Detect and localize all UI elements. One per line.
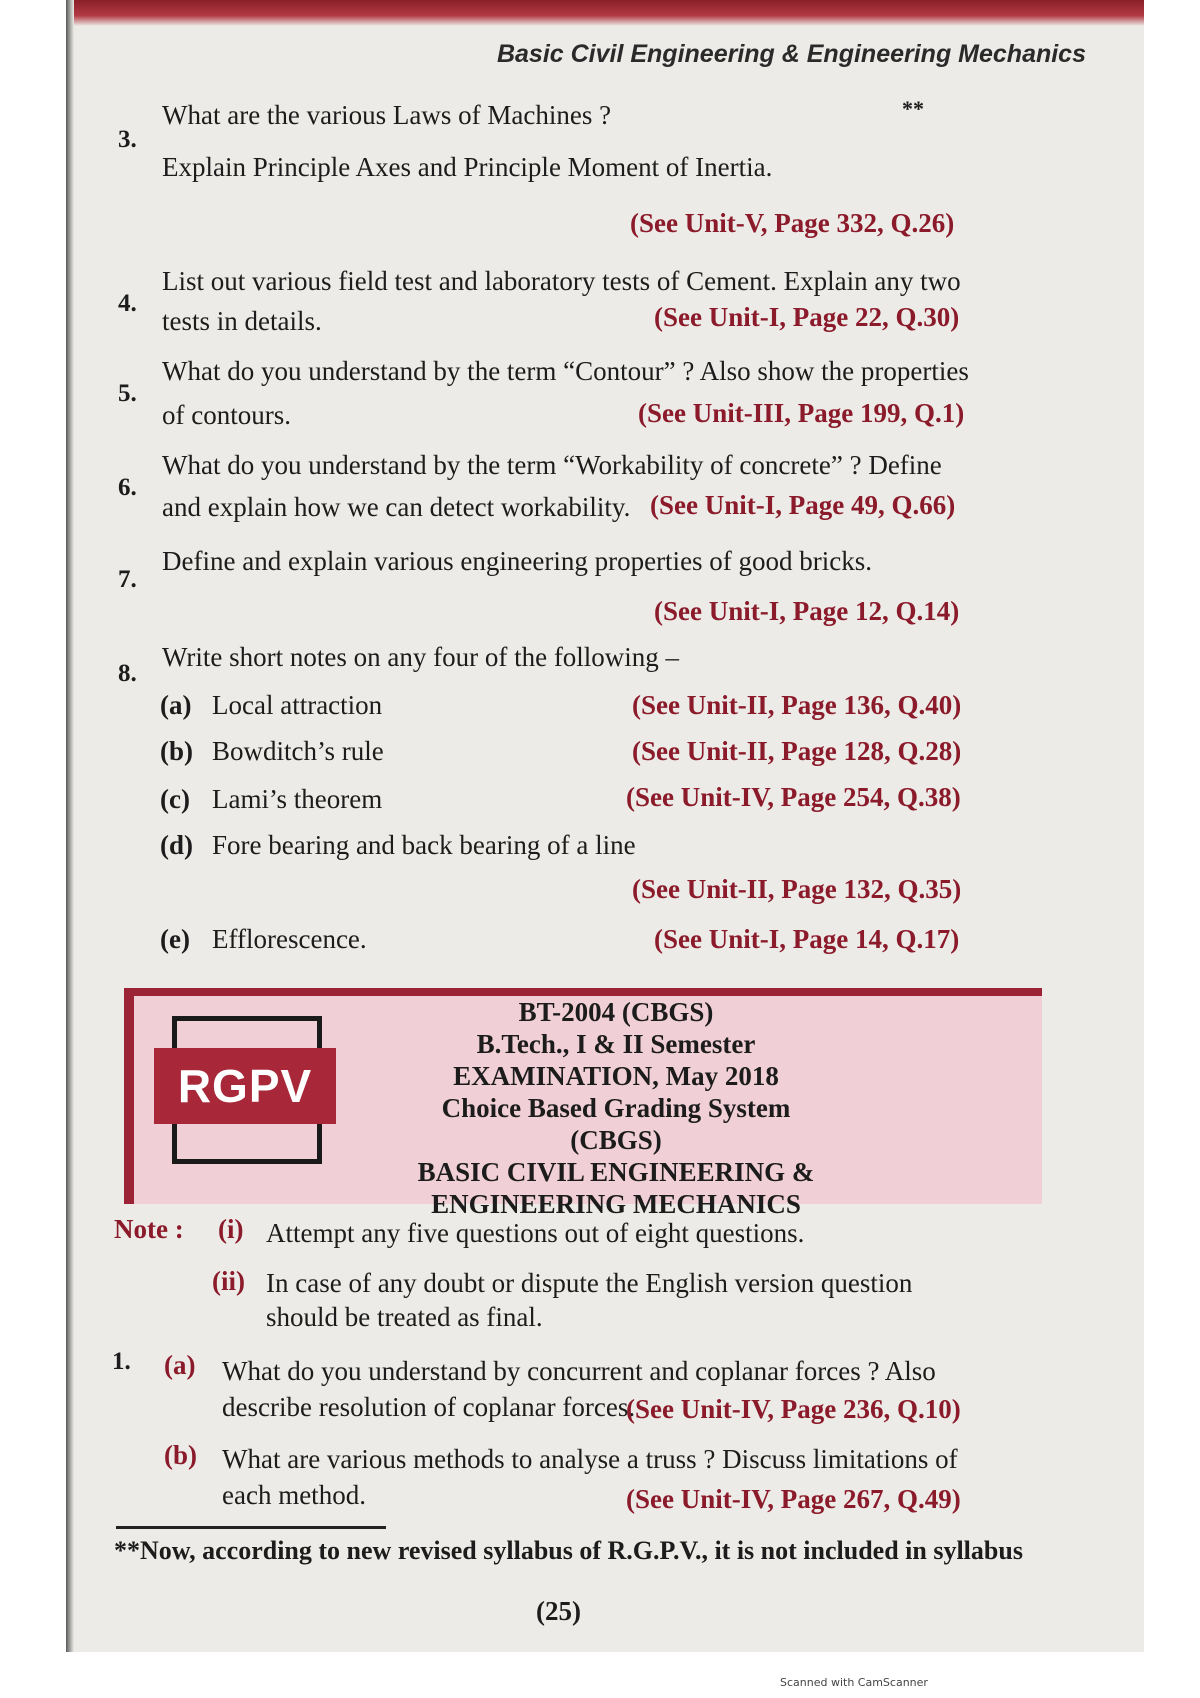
- item-text: Fore bearing and back bearing of a line: [212, 830, 636, 860]
- question-number: 6.: [118, 474, 137, 501]
- item-label: (c): [160, 784, 190, 814]
- note-item-label: (i): [218, 1214, 244, 1244]
- reference: (See Unit-IV, Page 267, Q.49): [626, 1484, 961, 1514]
- exam-course: B.Tech., I & II Semester: [476, 1029, 756, 1059]
- reference: (See Unit-IV, Page 236, Q.10): [626, 1394, 961, 1424]
- question-text: tests in details.: [162, 306, 322, 336]
- question-text: describe resolution of coplanar forces.: [222, 1392, 636, 1422]
- reference: (See Unit-II, Page 136, Q.40): [632, 690, 962, 720]
- note-item-text: Attempt any five questions out of eight questions.: [266, 1218, 805, 1248]
- exam-system: Choice Based Grading System (CBGS): [441, 1093, 791, 1155]
- book-page: [66, 0, 1144, 1652]
- sub-question-label: (b): [164, 1440, 197, 1470]
- reference: (See Unit-III, Page 199, Q.1): [638, 398, 965, 428]
- short-note-item: [160, 736, 384, 767]
- question-text: each method.: [222, 1480, 366, 1510]
- short-note-item: [160, 924, 367, 955]
- question-number: 3.: [118, 126, 137, 153]
- footnote-rule: [116, 1526, 386, 1529]
- short-note-item: [160, 830, 636, 861]
- question-text: Write short notes on any four of the following –: [162, 642, 680, 672]
- exam-code: BT-2004 (CBGS): [518, 997, 714, 1027]
- item-text: Efflorescence.: [212, 924, 367, 954]
- item-text: Lami’s theorem: [212, 784, 383, 814]
- item-label: (a): [160, 690, 192, 720]
- reference: (See Unit-I, Page 49, Q.66): [650, 490, 956, 520]
- reference: (See Unit-IV, Page 254, Q.38): [626, 782, 961, 812]
- rgpv-logo: RGPV: [154, 1048, 336, 1124]
- question-number: 7.: [118, 566, 137, 593]
- question-text: Define and explain various engineering properties of good bricks.: [162, 546, 873, 576]
- scanner-watermark: Scanned with CamScanner: [780, 1676, 928, 1689]
- item-label: (b): [160, 736, 193, 766]
- question-number: 4.: [118, 290, 137, 317]
- exam-header-text: [396, 996, 836, 1220]
- reference: (See Unit-I, Page 12, Q.14): [654, 596, 960, 626]
- question-text: What are the various Laws of Machines ?: [162, 100, 612, 130]
- item-text: Local attraction: [212, 690, 383, 720]
- reference: (See Unit-II, Page 128, Q.28): [632, 736, 962, 766]
- footnote-marker: **: [902, 96, 924, 121]
- question-number: 8.: [118, 660, 137, 687]
- sub-question-label: (a): [164, 1350, 196, 1380]
- question-text: What do you understand by concurrent and coplanar forces ? Also: [222, 1356, 936, 1386]
- reference: (See Unit-V, Page 332, Q.26): [630, 208, 955, 238]
- reference: (See Unit-II, Page 132, Q.35): [632, 874, 962, 904]
- short-note-item: [160, 690, 382, 721]
- note-item-text: should be treated as final.: [266, 1302, 543, 1332]
- running-head: Basic Civil Engineering & Engineering Mechanics: [496, 40, 1086, 68]
- item-label: (d): [160, 830, 193, 860]
- question-text: and explain how we can detect workability.: [162, 492, 631, 522]
- exam-subject-line2: ENGINEERING MECHANICS: [431, 1189, 801, 1219]
- question-text: Explain Principle Axes and Principle Moment of Inertia.: [162, 152, 773, 182]
- exam-session: EXAMINATION, May 2018: [453, 1061, 779, 1091]
- item-text: Bowditch’s rule: [212, 736, 384, 766]
- note-label: Note :: [114, 1214, 184, 1244]
- note-item-label: (ii): [212, 1266, 245, 1296]
- question-text: What do you understand by the term “Workability of concrete” ? Define: [162, 450, 942, 480]
- exam-subject-line1: BASIC CIVIL ENGINEERING &: [417, 1157, 815, 1187]
- reference: (See Unit-I, Page 22, Q.30): [654, 302, 960, 332]
- question-number: 5.: [118, 380, 137, 407]
- footnote: **Now, according to new revised syllabus of R.G.P.V., it is not included in syllabus: [114, 1536, 1023, 1565]
- page-number: (25): [536, 1596, 581, 1626]
- question-text: What are various methods to analyse a truss ? Discuss limitations of: [222, 1444, 958, 1474]
- question-text: of contours.: [162, 400, 291, 430]
- question-text: What do you understand by the term “Contour” ? Also show the properties: [162, 356, 969, 386]
- page-top-edge: [66, 0, 1144, 26]
- item-label: (e): [160, 924, 190, 954]
- question-number: 1.: [112, 1348, 131, 1375]
- question-text: List out various field test and laboratory tests of Cement. Explain any two: [162, 266, 961, 296]
- note-item-text: In case of any doubt or dispute the English version question: [266, 1268, 913, 1298]
- reference: (See Unit-I, Page 14, Q.17): [654, 924, 960, 954]
- page-left-edge: [66, 0, 74, 1652]
- short-note-item: [160, 784, 382, 815]
